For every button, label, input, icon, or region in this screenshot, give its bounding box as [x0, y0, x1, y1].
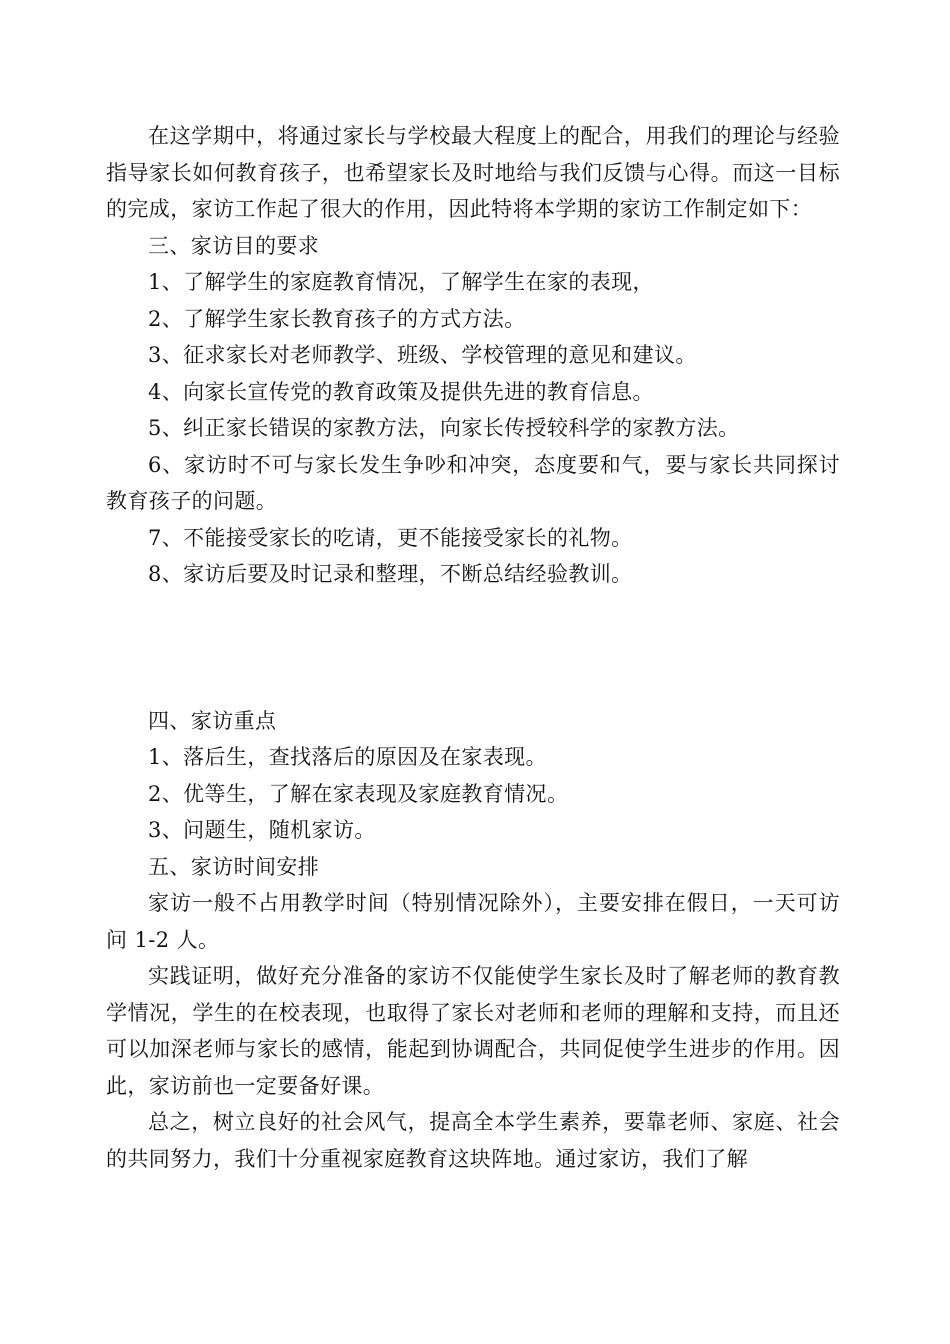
section-heading-visit-focus: 四、家访重点 — [148, 708, 277, 733]
list-item: 1、了解学生的家庭教育情况，了解学生在家的表现， — [148, 270, 654, 294]
body-paragraph: 实践证明，做好充分准备的家访不仅能使学生家长及时了解老师的教育教学情况，学生的在校表现，也取得了家长对老师和老师的理解和支持，而且还可以加深老师与家长的感情，能起到协调配合，共同促使学生进步的作用。因此，家访前也一定要备好课。 — [106, 964, 840, 1098]
list-item: 3、征求家长对老师教学、班级、学校管理的意见和建议。 — [148, 343, 697, 367]
section-heading-visit-schedule: 五、家访时间安排 — [148, 854, 320, 879]
intro-paragraph: 在这学期中，将通过家长与学校最大程度上的配合，用我们的理论与经验指导家长如何教育孩子，也希望家长及时地给与我们反馈与心得。而这一目标的完成，家访工作起了很大的作用，因此特将本学期的家访工作制定如下： — [106, 124, 840, 221]
list-item: 6、家访时不可与家长发生争吵和冲突，态度要和气，要与家长共同探讨教育孩子的问题。 — [106, 452, 840, 513]
list-item: 5、纠正家长错误的家教方法，向家长传授较科学的家教方法。 — [148, 416, 740, 440]
body-paragraph: 总之，树立良好的社会风气，提高全本学生素养，要靠老师、家庭、社会的共同努力，我们十分重视家庭教育这块阵地。通过家访，我们了解 — [106, 1110, 840, 1171]
list-item: 1、落后生，查找落后的原因及在家表现。 — [148, 745, 547, 769]
list-item: 8、家访后要及时记录和整理，不断总结经验教训。 — [148, 562, 633, 586]
list-item: 2、了解学生家长教育孩子的方式方法。 — [148, 306, 526, 331]
list-item: 4、向家长宣传党的教育政策及提供先进的教育信息。 — [148, 379, 654, 404]
section-spacer — [106, 593, 840, 703]
list-item: 3、问题生，随机家访。 — [148, 818, 376, 842]
document-body — [106, 118, 840, 1177]
list-item: 7、不能接受家长的吃请，更不能接受家长的礼物。 — [148, 525, 633, 550]
section-heading-visit-requirements: 三、家访目的要求 — [148, 233, 320, 258]
body-paragraph: 家访一般不占用教学时间（特别情况除外），主要安排在假日，一天可访问 1-2 人。 — [106, 891, 840, 952]
list-item: 2、优等生，了解在家表现及家庭教育情况。 — [148, 781, 569, 806]
